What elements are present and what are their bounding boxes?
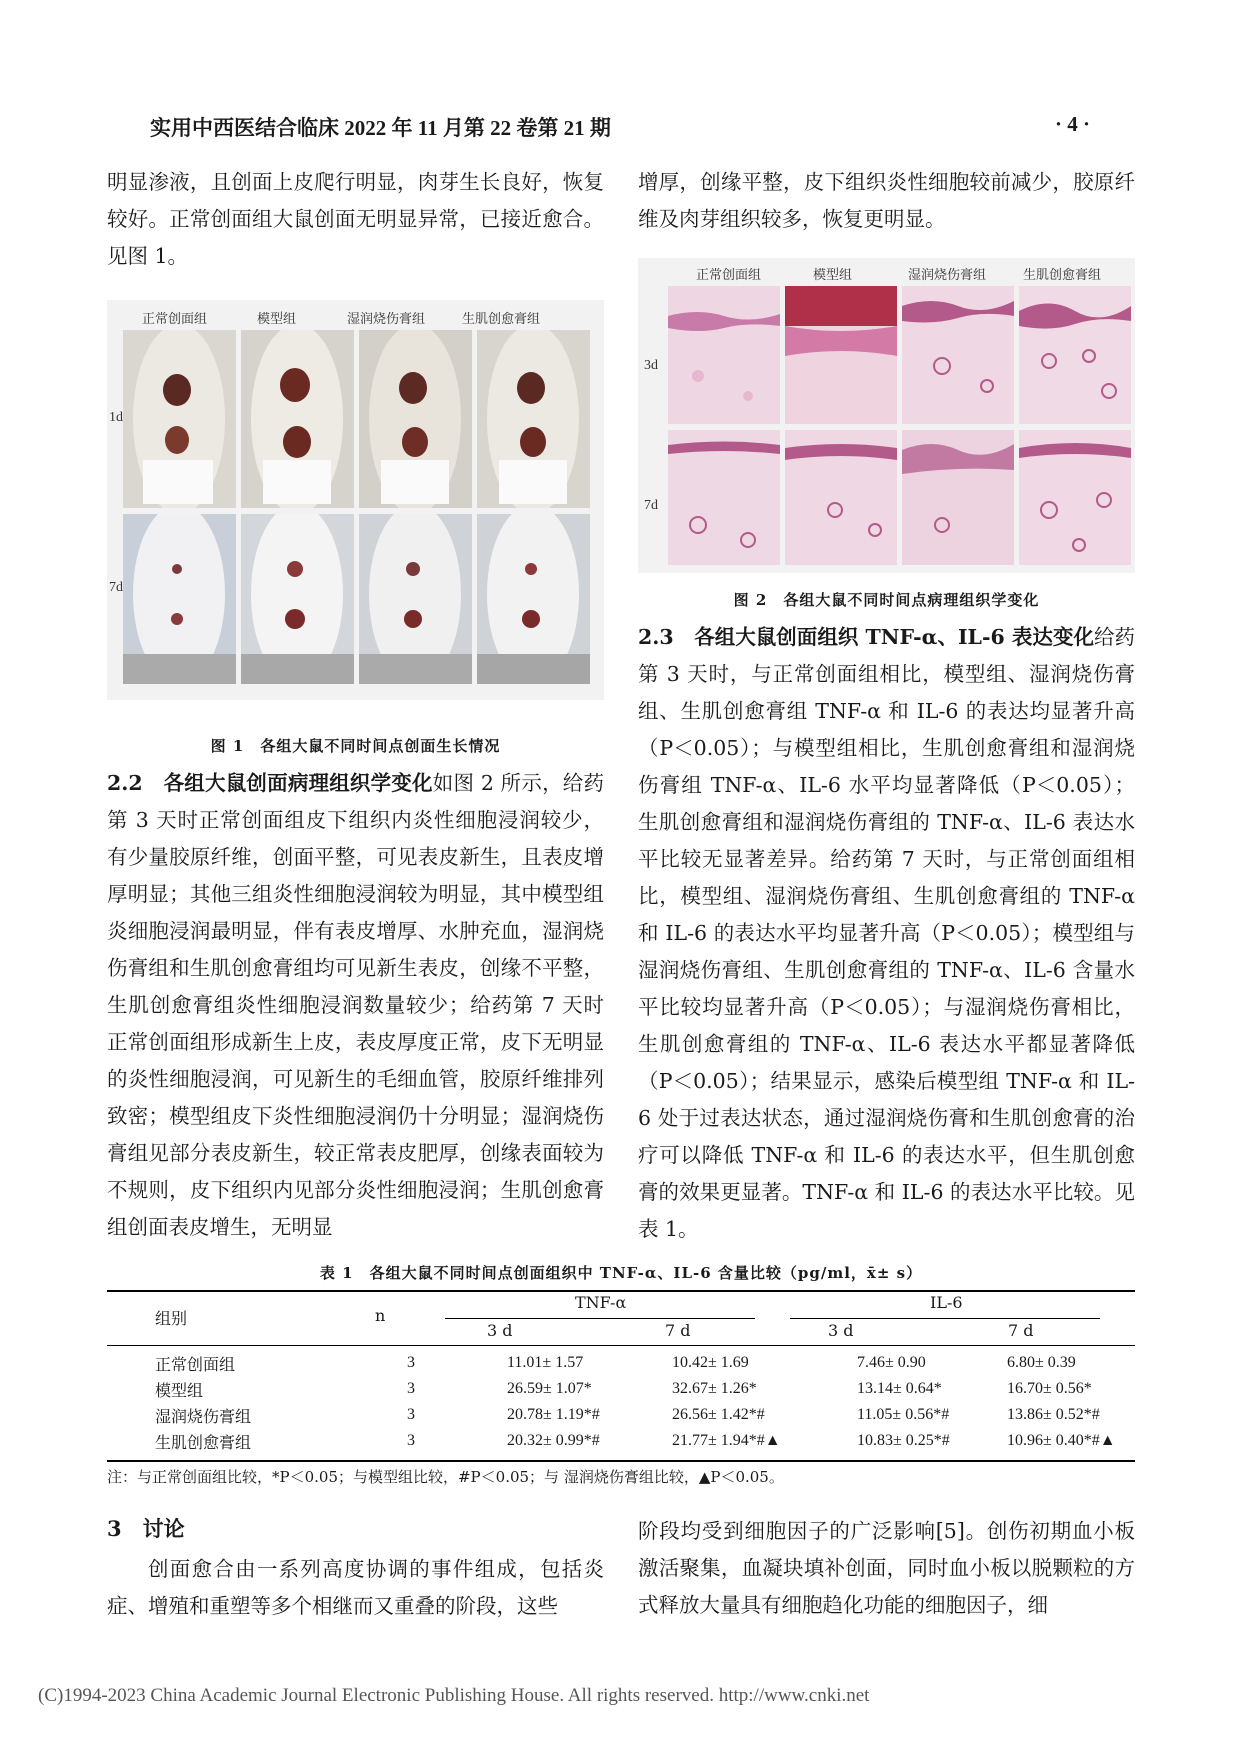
cell-value: 11.05± 0.56*# [857, 1406, 950, 1423]
table-row [107, 1350, 1135, 1376]
rat-photo [241, 514, 354, 684]
section-2-2-paragraph [107, 765, 604, 1246]
rat-photo [477, 330, 590, 508]
rat-photo [359, 514, 472, 684]
cell-n: 3 [407, 1380, 415, 1397]
fig1-col-label: 生肌创愈膏组 [462, 312, 541, 327]
histology-image [785, 286, 897, 424]
cell-value: 21.77± 1.94*#▲ [672, 1432, 781, 1449]
fig2-col-label: 生肌创愈膏组 [1023, 268, 1102, 283]
cell-group: 正常创面组 [155, 1356, 236, 1374]
table-row [107, 1376, 1135, 1402]
fig1-row-label: 7d [109, 580, 123, 595]
th-7d: 7 d [1008, 1321, 1034, 1340]
cell-value: 26.59± 1.07* [507, 1380, 592, 1397]
section-2-2-text: 如图 2 所示，给药第 3 天时正常创面组皮下组织内炎性细胞浸润较少，有少量胶原纤维，创面平整，可见表皮新生，且表皮增厚明显；其他三组炎性细胞浸润较为明显，其中模型组炎细胞浸润最明显，伴有表皮增厚、水肿充血，湿润烧伤膏组和生肌创愈膏组均可见新生表皮，创缘不平整，生肌创愈膏组炎性细胞浸润数量较少；给药第 7 天时正常创面组形成新生上皮，表皮厚度正常，皮下无明显的炎性细胞浸润，可见新生的毛细血管，胶原纤维排列致密；模型组皮下炎性细胞浸润仍十分明显；湿润烧伤膏组见部分表皮新生，较正常表皮肥厚，创缘表面较为不规则，皮下组织内见部分炎性细胞浸润；生肌创愈膏组创面表皮增生，无明显 [107, 771, 604, 1239]
cell-value: 20.32± 0.99*# [507, 1432, 600, 1449]
section-2-3-heading: 2.3 各组大鼠创面组织 TNF-α、IL-6 表达变化 [638, 625, 1094, 649]
rat-photo [477, 514, 590, 684]
th-3d: 3 d [487, 1321, 513, 1340]
table-row [107, 1428, 1135, 1454]
rat-photo [123, 514, 236, 684]
fig2-col-label: 模型组 [813, 268, 853, 283]
table-1-caption: 表 1 各组大鼠不同时间点创面组织中 TNF-α、IL-6 含量比较（pg/ml，x̄± s） [319, 1264, 923, 1282]
cell-value: 6.80± 0.39 [1007, 1354, 1076, 1371]
cell-group: 生肌创愈膏组 [155, 1434, 252, 1452]
table-1-note: 注：与正常创面组比较，*P＜0.05；与模型组比较，#P＜0.05；与 湿润烧伤膏组比较，▲P＜0.05。 [107, 1468, 784, 1486]
cell-value: 10.96± 0.40*#▲ [1007, 1432, 1116, 1449]
table-header-rule [107, 1345, 1135, 1346]
section-3-left-text: 创面愈合由一系列高度协调的事件组成，包括炎症、增殖和重塑等多个相继而又重叠的阶段，这些 [107, 1557, 604, 1618]
fig1-row-label: 1d [109, 410, 123, 425]
fig1-col-label: 正常创面组 [142, 312, 208, 327]
cell-value: 32.67± 1.26* [672, 1380, 757, 1397]
section-3-heading: 3 讨论 [107, 1516, 185, 1541]
cell-value: 16.70± 0.56* [1007, 1380, 1092, 1397]
th-n: n [375, 1306, 386, 1325]
section-3-right-text: 阶段均受到细胞因子的广泛影响[5]。创伤初期血小板激活聚集，血凝块填补创面，同时血小板以脱颗粒的方式释放大量具有细胞趋化功能的细胞因子，细 [638, 1519, 1135, 1617]
cell-group: 湿润烧伤膏组 [155, 1408, 252, 1426]
section-2-3-text: 给药第 3 天时，与正常创面组相比，模型组、湿润烧伤膏组、生肌创愈膏组 TNF-α 和 IL-6 的表达均显著升高（P＜0.05）；与模型组相比，生肌创愈膏组和湿润烧伤膏组 TNF-α、IL-6 水平均显著降低（P＜0.05）；生肌创愈膏组和湿润烧伤膏组的 TNF-α、IL-6 表达水平比较无显著差异。给药第 7 天时，与正常创面组相比，模型组、湿润烧伤膏组、生肌创愈膏组的 TNF-α 和 IL-6 的表达水平均显著升高（P＜0.05）；模型组与湿润烧伤膏组、生肌创愈膏组的 TNF-α、IL-6 含量水平比较均显著升高（P＜0.05）；与湿润烧伤膏相比，生肌创愈膏组的 TNF-α、IL-6 表达水平都显著降低（P＜0.05）；结果显示，感染后模型组 TNF-α 和 IL-6 处于过表达状态，通过湿润烧伤膏和生肌创愈膏的治疗可以降低 TNF-α 和 IL-6 的表达水平，但生肌创愈膏的效果更显著。TNF-α 和 IL-6 的表达水平比较。见表 1。 [638, 625, 1136, 1241]
fig2-col-label: 湿润烧伤膏组 [908, 268, 987, 283]
rat-photo [123, 330, 236, 508]
table-subhead-rule [445, 1318, 755, 1319]
fig1-col-label: 湿润烧伤膏组 [347, 312, 426, 327]
figure-2 [638, 258, 1135, 573]
histology-image [668, 286, 780, 424]
histology-image [902, 286, 1014, 424]
histology-image [1019, 286, 1131, 424]
copyright-footer: (C)1994-2023 China Academic Journal Electronic Publishing House. All rights reserved. http://www.cnki.net [38, 1685, 870, 1706]
fig2-row-label: 7d [644, 498, 658, 513]
fig2-row-label: 3d [644, 358, 658, 373]
rat-photo [241, 330, 354, 508]
cell-value: 7.46± 0.90 [857, 1354, 926, 1371]
table-subhead-rule [790, 1318, 1100, 1319]
page-number: · 4 · [1055, 112, 1091, 136]
table-top-rule [107, 1290, 1135, 1292]
cell-value: 10.42± 1.69 [672, 1354, 749, 1371]
cell-value: 10.83± 0.25*# [857, 1432, 950, 1449]
table-bottom-rule [107, 1460, 1135, 1462]
fig2-col-label: 正常创面组 [696, 268, 762, 283]
histology-image [1019, 430, 1131, 565]
histology-image [785, 430, 897, 565]
th-group: 组别 [155, 1309, 188, 1328]
histology-image [902, 430, 1014, 565]
rat-photo [359, 330, 472, 508]
th-il6: IL-6 [930, 1293, 963, 1312]
figure-1 [107, 300, 604, 700]
cell-value: 11.01± 1.57 [507, 1354, 584, 1371]
cell-value: 20.78± 1.19*# [507, 1406, 600, 1423]
histology-image [668, 430, 780, 565]
th-3d: 3 d [828, 1321, 854, 1340]
cell-n: 3 [407, 1354, 415, 1371]
section-2-3-paragraph [638, 619, 1135, 1248]
right-intro-paragraph: 增厚，创缘平整，皮下组织炎性细胞较前减少，胶原纤维及肉芽组织较多，恢复更明显。 [638, 170, 1135, 231]
th-tnf: TNF-α [575, 1293, 627, 1312]
left-intro-paragraph: 明显渗液，且创面上皮爬行明显，肉芽生长良好，恢复较好。正常创面组大鼠创面无明显异常，已接近愈合。见图 1。 [107, 170, 604, 268]
figure-1-caption: 图 1 各组大鼠不同时间点创面生长情况 [210, 737, 501, 755]
journal-header: 实用中西医结合临床 2022 年 11 月第 22 卷第 21 期 [150, 116, 611, 140]
cell-value: 26.56± 1.42*# [672, 1406, 765, 1423]
table-1-body [107, 1350, 1135, 1454]
cell-group: 模型组 [155, 1382, 204, 1400]
section-2-2-heading: 2.2 各组大鼠创面病理组织学变化 [107, 771, 433, 795]
cell-value: 13.14± 0.64* [857, 1380, 942, 1397]
figure-2-caption: 图 2 各组大鼠不同时间点病理组织学变化 [733, 591, 1040, 609]
table-row [107, 1402, 1135, 1428]
th-7d: 7 d [665, 1321, 691, 1340]
cell-value: 13.86± 0.52*# [1007, 1406, 1100, 1423]
cell-n: 3 [407, 1406, 415, 1423]
fig1-col-label: 模型组 [257, 312, 297, 327]
cell-n: 3 [407, 1432, 415, 1449]
